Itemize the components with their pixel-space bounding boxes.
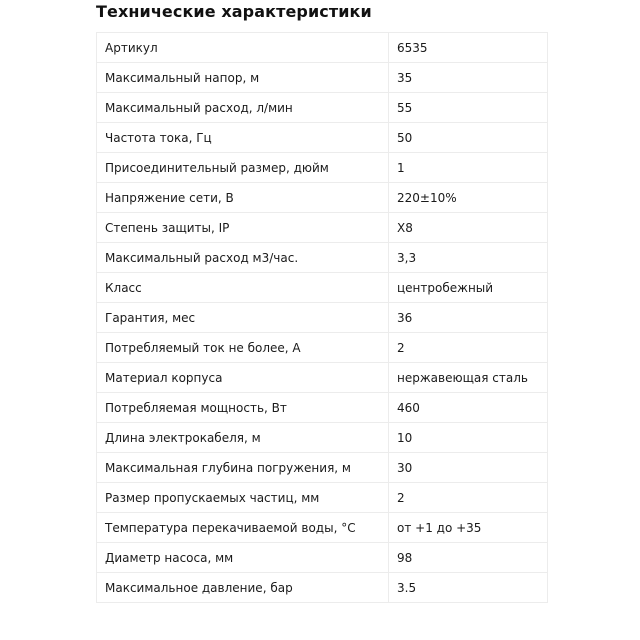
spec-row — [97, 333, 548, 363]
spec-row — [97, 513, 548, 543]
spec-name: Диаметр насоса, мм — [97, 543, 389, 573]
spec-row — [97, 63, 548, 93]
spec-row — [97, 423, 548, 453]
spec-value: 55 — [389, 93, 548, 123]
spec-name: Степень защиты, IP — [97, 213, 389, 243]
spec-value: 98 — [389, 543, 548, 573]
spec-row — [97, 303, 548, 333]
spec-row — [97, 573, 548, 603]
spec-value: центробежный — [389, 273, 548, 303]
spec-value: X8 — [389, 213, 548, 243]
spec-name: Максимальный расход, л/мин — [97, 93, 389, 123]
spec-name: Материал корпуса — [97, 363, 389, 393]
spec-value: 10 — [389, 423, 548, 453]
spec-value: 36 — [389, 303, 548, 333]
spec-name: Максимальное давление, бар — [97, 573, 389, 603]
spec-value: от +1 до +35 — [389, 513, 548, 543]
spec-value: 3,3 — [389, 243, 548, 273]
spec-value: нержавеющая сталь — [389, 363, 548, 393]
spec-name: Максимальный расход м3/час. — [97, 243, 389, 273]
spec-name: Напряжение сети, В — [97, 183, 389, 213]
spec-value: 6535 — [389, 33, 548, 63]
section-title: Технические характеристики — [96, 2, 372, 21]
spec-name: Температура перекачиваемой воды, °С — [97, 513, 389, 543]
spec-row — [97, 543, 548, 573]
spec-value: 460 — [389, 393, 548, 423]
spec-row — [97, 273, 548, 303]
spec-row — [97, 483, 548, 513]
spec-name: Класс — [97, 273, 389, 303]
spec-row — [97, 363, 548, 393]
spec-name: Потребляемый ток не более, А — [97, 333, 389, 363]
spec-name: Максимальная глубина погружения, м — [97, 453, 389, 483]
spec-row — [97, 153, 548, 183]
spec-value: 50 — [389, 123, 548, 153]
spec-value: 30 — [389, 453, 548, 483]
spec-name: Артикул — [97, 33, 389, 63]
spec-name: Присоединительный размер, дюйм — [97, 153, 389, 183]
specs-section — [96, 0, 547, 603]
spec-row — [97, 33, 548, 63]
spec-row — [97, 93, 548, 123]
spec-name: Размер пропускаемых частиц, мм — [97, 483, 389, 513]
spec-row — [97, 183, 548, 213]
spec-name: Гарантия, мес — [97, 303, 389, 333]
spec-name: Максимальный напор, м — [97, 63, 389, 93]
specs-table — [96, 32, 548, 603]
spec-value: 1 — [389, 153, 548, 183]
spec-value: 2 — [389, 333, 548, 363]
spec-name: Потребляемая мощность, Вт — [97, 393, 389, 423]
spec-row — [97, 213, 548, 243]
spec-value: 35 — [389, 63, 548, 93]
spec-value: 220±10% — [389, 183, 548, 213]
spec-value: 3.5 — [389, 573, 548, 603]
spec-name: Частота тока, Гц — [97, 123, 389, 153]
spec-row — [97, 453, 548, 483]
spec-row — [97, 393, 548, 423]
spec-row — [97, 243, 548, 273]
spec-row — [97, 123, 548, 153]
spec-name: Длина электрокабеля, м — [97, 423, 389, 453]
spec-value: 2 — [389, 483, 548, 513]
